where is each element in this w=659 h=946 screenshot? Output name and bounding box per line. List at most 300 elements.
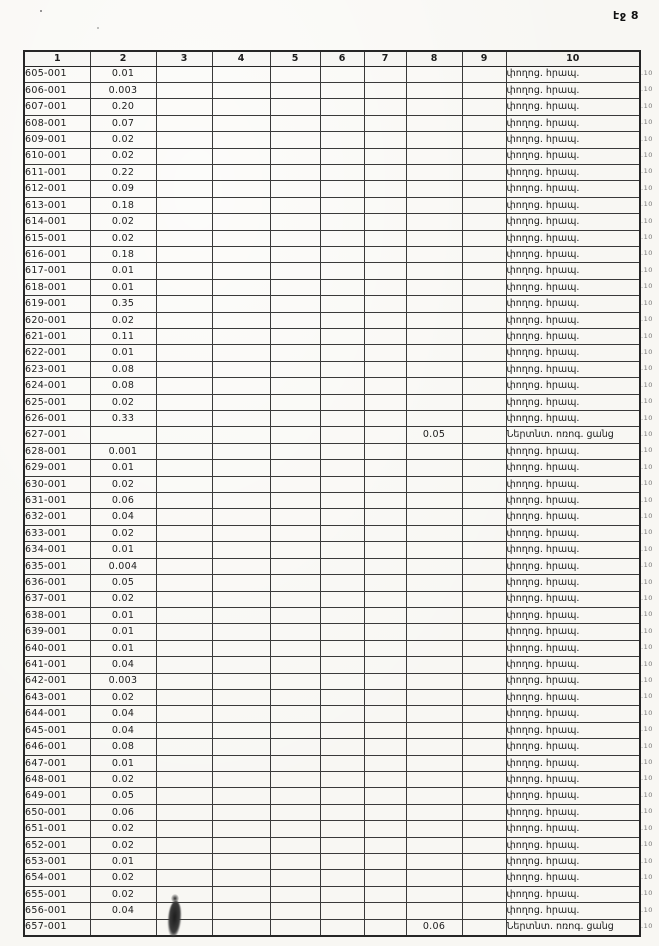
- cell-col9: [462, 460, 506, 476]
- cell-col3: [156, 722, 212, 738]
- column-header-7: 7: [364, 51, 406, 66]
- cell-col9: [462, 246, 506, 262]
- cell-col8: [406, 689, 462, 705]
- edge-mark: .10: [641, 889, 653, 898]
- cell-col6: [320, 181, 364, 197]
- cell-col9: [462, 361, 506, 377]
- cell-col1: 616-001: [24, 246, 90, 262]
- cell-col3: [156, 181, 212, 197]
- edge-mark: .10: [641, 118, 653, 127]
- cell-col1: 617-001: [24, 263, 90, 279]
- cell-col7: [364, 689, 406, 705]
- cell-col8: [406, 804, 462, 820]
- cell-col9: [462, 329, 506, 345]
- edge-mark: .10: [641, 659, 653, 668]
- cell-col10: փողոց. հրապ.: [506, 394, 640, 410]
- edge-mark: .10: [641, 790, 653, 799]
- cell-col9: [462, 181, 506, 197]
- cell-col4: [212, 821, 270, 837]
- cell-col10: փողոց. հրապ.: [506, 525, 640, 541]
- table-row: [24, 476, 640, 492]
- cell-col6: [320, 394, 364, 410]
- cell-col10: փողոց. հրապ.: [506, 509, 640, 525]
- cell-col3: [156, 230, 212, 246]
- cell-col6: [320, 525, 364, 541]
- cell-col5: [270, 345, 320, 361]
- cell-col1: 656-001: [24, 903, 90, 919]
- cell-col1: 609-001: [24, 132, 90, 148]
- cell-col1: 622-001: [24, 345, 90, 361]
- cell-col7: [364, 493, 406, 509]
- table-row: [24, 493, 640, 509]
- cell-col10: փողոց. հրապ.: [506, 132, 640, 148]
- cell-col6: [320, 82, 364, 98]
- cell-col1: 626-001: [24, 411, 90, 427]
- table-row: [24, 197, 640, 213]
- cell-col5: [270, 755, 320, 771]
- table-body: [24, 66, 640, 936]
- cell-col5: [270, 296, 320, 312]
- cell-col8: [406, 493, 462, 509]
- table-row: [24, 722, 640, 738]
- cell-col7: [364, 394, 406, 410]
- cell-col1: 637-001: [24, 591, 90, 607]
- cell-col4: [212, 263, 270, 279]
- cell-col7: [364, 279, 406, 295]
- cell-col7: [364, 296, 406, 312]
- cell-col1: 630-001: [24, 476, 90, 492]
- cell-col1: 613-001: [24, 197, 90, 213]
- cell-col9: [462, 657, 506, 673]
- cell-col1: 625-001: [24, 394, 90, 410]
- cell-col5: [270, 99, 320, 115]
- cell-col9: [462, 722, 506, 738]
- cell-col6: [320, 591, 364, 607]
- cell-col10: փողոց. հրապ.: [506, 66, 640, 82]
- edge-mark: .10: [641, 167, 653, 176]
- cell-col1: 649-001: [24, 788, 90, 804]
- table-row: [24, 919, 640, 935]
- cell-col2: 0.08: [90, 361, 156, 377]
- cell-col3: [156, 903, 212, 919]
- table-row: [24, 542, 640, 558]
- cell-col6: [320, 870, 364, 886]
- table-row: [24, 771, 640, 787]
- cell-col2: 0.20: [90, 99, 156, 115]
- cell-col10: փողոց. հրապ.: [506, 755, 640, 771]
- cell-col6: [320, 739, 364, 755]
- cell-col3: [156, 870, 212, 886]
- cell-col5: [270, 509, 320, 525]
- cell-col2: 0.04: [90, 706, 156, 722]
- cell-col3: [156, 460, 212, 476]
- table-row: [24, 870, 640, 886]
- cell-col2: 0.04: [90, 509, 156, 525]
- cell-col2: 0.02: [90, 689, 156, 705]
- cell-col2: 0.01: [90, 66, 156, 82]
- table-row: [24, 345, 640, 361]
- cell-col4: [212, 476, 270, 492]
- cell-col7: [364, 82, 406, 98]
- cell-col1: 644-001: [24, 706, 90, 722]
- edge-mark: .10: [641, 922, 653, 931]
- cell-col10: փողոց. հրապ.: [506, 739, 640, 755]
- cell-col9: [462, 870, 506, 886]
- cell-col4: [212, 214, 270, 230]
- table-row: [24, 706, 640, 722]
- cell-col2: 0.22: [90, 164, 156, 180]
- cell-col6: [320, 919, 364, 935]
- cell-col2: 0.09: [90, 181, 156, 197]
- edge-mark: .10: [641, 594, 653, 602]
- edge-mark: .10: [641, 298, 653, 307]
- cell-col2: 0.02: [90, 394, 156, 410]
- cell-col3: [156, 378, 212, 394]
- table-row: [24, 361, 640, 377]
- cell-col5: [270, 640, 320, 656]
- cell-col5: [270, 361, 320, 377]
- edge-mark: .10: [641, 725, 653, 734]
- cell-col4: [212, 164, 270, 180]
- cell-col9: [462, 755, 506, 771]
- cell-col5: [270, 525, 320, 541]
- cell-col8: [406, 296, 462, 312]
- cell-col9: [462, 919, 506, 935]
- cell-col2: 0.01: [90, 279, 156, 295]
- cell-col10: փողոց. հրապ.: [506, 771, 640, 787]
- table-row: [24, 788, 640, 804]
- cell-col5: [270, 591, 320, 607]
- cell-col3: [156, 919, 212, 935]
- cell-col2: 0.07: [90, 115, 156, 131]
- edge-mark: .10: [641, 840, 653, 849]
- cell-col3: [156, 197, 212, 213]
- table-row: [24, 755, 640, 771]
- cell-col8: [406, 66, 462, 82]
- cell-col2: 0.06: [90, 493, 156, 509]
- cell-col7: [364, 312, 406, 328]
- cell-col7: [364, 197, 406, 213]
- cell-col7: [364, 443, 406, 459]
- table-row: [24, 66, 640, 82]
- cell-col3: [156, 771, 212, 787]
- cell-col5: [270, 230, 320, 246]
- cell-col1: 646-001: [24, 739, 90, 755]
- cell-col8: [406, 148, 462, 164]
- cell-col8: [406, 673, 462, 689]
- edge-mark: .10: [641, 380, 653, 389]
- table-row: [24, 411, 640, 427]
- cell-col4: [212, 493, 270, 509]
- cell-col2: 0.08: [90, 378, 156, 394]
- cell-col6: [320, 296, 364, 312]
- cell-col5: [270, 493, 320, 509]
- cell-col4: [212, 296, 270, 312]
- cell-col6: [320, 411, 364, 427]
- cell-col7: [364, 460, 406, 476]
- cell-col9: [462, 837, 506, 853]
- cell-col10: Ներտնտ. ոռոգ. ցանց: [506, 427, 640, 443]
- cell-col9: [462, 66, 506, 82]
- cell-col1: 615-001: [24, 230, 90, 246]
- cell-col8: [406, 640, 462, 656]
- cell-col5: [270, 460, 320, 476]
- cell-col7: [364, 476, 406, 492]
- cell-col10: փողոց. հրապ.: [506, 82, 640, 98]
- cell-col3: [156, 624, 212, 640]
- cell-col5: [270, 804, 320, 820]
- table-row: [24, 607, 640, 623]
- cell-col8: [406, 181, 462, 197]
- edge-mark: .10: [641, 282, 653, 291]
- cell-col3: [156, 886, 212, 902]
- cell-col10: փողոց. հրապ.: [506, 230, 640, 246]
- cell-col5: [270, 886, 320, 902]
- cell-col2: 0.01: [90, 624, 156, 640]
- cell-col10: փողոց. հրապ.: [506, 575, 640, 591]
- ink-smudge: [171, 894, 179, 903]
- cell-col6: [320, 214, 364, 230]
- cell-col10: փողոց. հրապ.: [506, 706, 640, 722]
- cell-col8: [406, 624, 462, 640]
- cell-col2: 0.02: [90, 132, 156, 148]
- table-row: [24, 657, 640, 673]
- cell-col3: [156, 164, 212, 180]
- cell-col6: [320, 99, 364, 115]
- cell-col8: [406, 132, 462, 148]
- cell-col7: [364, 886, 406, 902]
- cell-col8: [406, 329, 462, 345]
- cell-col2: 0.04: [90, 657, 156, 673]
- edge-mark: .10: [641, 577, 653, 586]
- cell-col9: [462, 148, 506, 164]
- cell-col4: [212, 558, 270, 574]
- cell-col2: 0.02: [90, 886, 156, 902]
- cell-col1: 627-001: [24, 427, 90, 443]
- table-row: [24, 509, 640, 525]
- edge-mark: .10: [641, 397, 653, 406]
- cell-col5: [270, 903, 320, 919]
- cell-col2: 0.01: [90, 345, 156, 361]
- cell-col2: 0.04: [90, 722, 156, 738]
- cell-col7: [364, 361, 406, 377]
- cell-col10: փողոց. հրապ.: [506, 624, 640, 640]
- cell-col5: [270, 181, 320, 197]
- cell-col10: փողոց. հրապ.: [506, 246, 640, 262]
- cell-col8: [406, 197, 462, 213]
- cell-col7: [364, 115, 406, 131]
- cell-col8: [406, 509, 462, 525]
- cell-col5: [270, 837, 320, 853]
- cell-col5: [270, 214, 320, 230]
- edge-marks-column: [641, 65, 657, 935]
- cell-col8: [406, 460, 462, 476]
- cell-col6: [320, 558, 364, 574]
- cell-col9: [462, 476, 506, 492]
- cell-col8: [406, 115, 462, 131]
- cell-col5: [270, 673, 320, 689]
- edge-mark: .10: [641, 315, 653, 324]
- cell-col5: [270, 246, 320, 262]
- cell-col8: [406, 361, 462, 377]
- cell-col8: [406, 279, 462, 295]
- table-row: [24, 624, 640, 640]
- cell-col9: [462, 99, 506, 115]
- cell-col2: 0.02: [90, 476, 156, 492]
- cell-col8: [406, 99, 462, 115]
- cell-col7: [364, 722, 406, 738]
- cell-col6: [320, 164, 364, 180]
- cell-col4: [212, 607, 270, 623]
- cell-col10: փողոց. հրապ.: [506, 607, 640, 623]
- edge-mark: .10: [641, 347, 653, 356]
- cell-col7: [364, 739, 406, 755]
- cell-col8: [406, 903, 462, 919]
- cell-col9: [462, 378, 506, 394]
- table-row: [24, 804, 640, 820]
- cell-col3: [156, 263, 212, 279]
- cell-col4: [212, 460, 270, 476]
- cell-col3: [156, 591, 212, 607]
- cell-col6: [320, 722, 364, 738]
- cell-col7: [364, 706, 406, 722]
- scan-speck: [40, 10, 42, 12]
- table-row: [24, 558, 640, 574]
- cell-col8: [406, 722, 462, 738]
- cell-col8: [406, 476, 462, 492]
- cell-col10: փողոց. հրապ.: [506, 722, 640, 738]
- cell-col8: [406, 345, 462, 361]
- cell-col4: [212, 345, 270, 361]
- cell-col9: [462, 739, 506, 755]
- cell-col3: [156, 427, 212, 443]
- cell-col8: [406, 542, 462, 558]
- cell-col3: [156, 279, 212, 295]
- cell-col6: [320, 755, 364, 771]
- cell-col4: [212, 394, 270, 410]
- table-row: [24, 443, 640, 459]
- cell-col5: [270, 443, 320, 459]
- table-row: [24, 132, 640, 148]
- cell-col8: [406, 525, 462, 541]
- table-row: [24, 854, 640, 870]
- table-row: [24, 427, 640, 443]
- cell-col8: [406, 394, 462, 410]
- cell-col1: 611-001: [24, 164, 90, 180]
- edge-mark: .10: [641, 807, 653, 816]
- cell-col5: [270, 476, 320, 492]
- cell-col4: [212, 443, 270, 459]
- cell-col7: [364, 181, 406, 197]
- cell-col1: 623-001: [24, 361, 90, 377]
- cell-col8: [406, 230, 462, 246]
- cell-col4: [212, 919, 270, 935]
- column-header-4: 4: [212, 51, 270, 66]
- cell-col9: [462, 394, 506, 410]
- edge-mark: .10: [641, 429, 653, 438]
- cell-col4: [212, 788, 270, 804]
- edge-mark: .10: [641, 741, 653, 750]
- cell-col10: փողոց. հրապ.: [506, 214, 640, 230]
- cell-col4: [212, 427, 270, 443]
- cell-col8: [406, 246, 462, 262]
- cell-col1: 629-001: [24, 460, 90, 476]
- cell-col8: [406, 378, 462, 394]
- cell-col6: [320, 771, 364, 787]
- cell-col1: 620-001: [24, 312, 90, 328]
- cell-col3: [156, 755, 212, 771]
- cell-col1: 621-001: [24, 329, 90, 345]
- column-header-10: 10: [506, 51, 640, 66]
- cell-col10: փողոց. հրապ.: [506, 148, 640, 164]
- cell-col7: [364, 148, 406, 164]
- edge-mark: .10: [641, 101, 653, 110]
- table-row: [24, 82, 640, 98]
- table-row: [24, 246, 640, 262]
- cell-col4: [212, 870, 270, 886]
- cell-col4: [212, 361, 270, 377]
- cell-col1: 655-001: [24, 886, 90, 902]
- edge-mark: .10: [641, 200, 653, 209]
- cell-col2: 0.02: [90, 771, 156, 787]
- cell-col4: [212, 378, 270, 394]
- cell-col2: [90, 427, 156, 443]
- cell-col9: [462, 821, 506, 837]
- cell-col6: [320, 640, 364, 656]
- cell-col6: [320, 476, 364, 492]
- cell-col4: [212, 854, 270, 870]
- cell-col7: [364, 164, 406, 180]
- cell-col7: [364, 821, 406, 837]
- cell-col9: [462, 607, 506, 623]
- cell-col6: [320, 115, 364, 131]
- cell-col7: [364, 624, 406, 640]
- cell-col10: փողոց. հրապ.: [506, 837, 640, 853]
- cell-col2: 0.01: [90, 263, 156, 279]
- cell-col7: [364, 132, 406, 148]
- cell-col10: փողոց. հրապ.: [506, 542, 640, 558]
- cell-col3: [156, 525, 212, 541]
- cell-col8: [406, 739, 462, 755]
- cell-col5: [270, 66, 320, 82]
- cell-col5: [270, 788, 320, 804]
- cell-col10: փողոց. հրապ.: [506, 640, 640, 656]
- table-row: [24, 312, 640, 328]
- cell-col5: [270, 575, 320, 591]
- cell-col1: 624-001: [24, 378, 90, 394]
- cell-col1: 633-001: [24, 525, 90, 541]
- cell-col2: 0.18: [90, 246, 156, 262]
- cell-col6: [320, 312, 364, 328]
- edge-mark: .10: [641, 823, 653, 832]
- cell-col2: 0.02: [90, 525, 156, 541]
- cell-col1: 642-001: [24, 673, 90, 689]
- cell-col4: [212, 66, 270, 82]
- cell-col7: [364, 525, 406, 541]
- cell-col6: [320, 788, 364, 804]
- cell-col2: 0.02: [90, 312, 156, 328]
- cell-col6: [320, 493, 364, 509]
- cell-col4: [212, 706, 270, 722]
- cell-col1: 614-001: [24, 214, 90, 230]
- cell-col9: [462, 640, 506, 656]
- cell-col9: [462, 673, 506, 689]
- cell-col4: [212, 755, 270, 771]
- cell-col10: փողոց. հրապ.: [506, 558, 640, 574]
- cell-col4: [212, 148, 270, 164]
- edge-mark: .10: [641, 69, 653, 77]
- cell-col4: [212, 903, 270, 919]
